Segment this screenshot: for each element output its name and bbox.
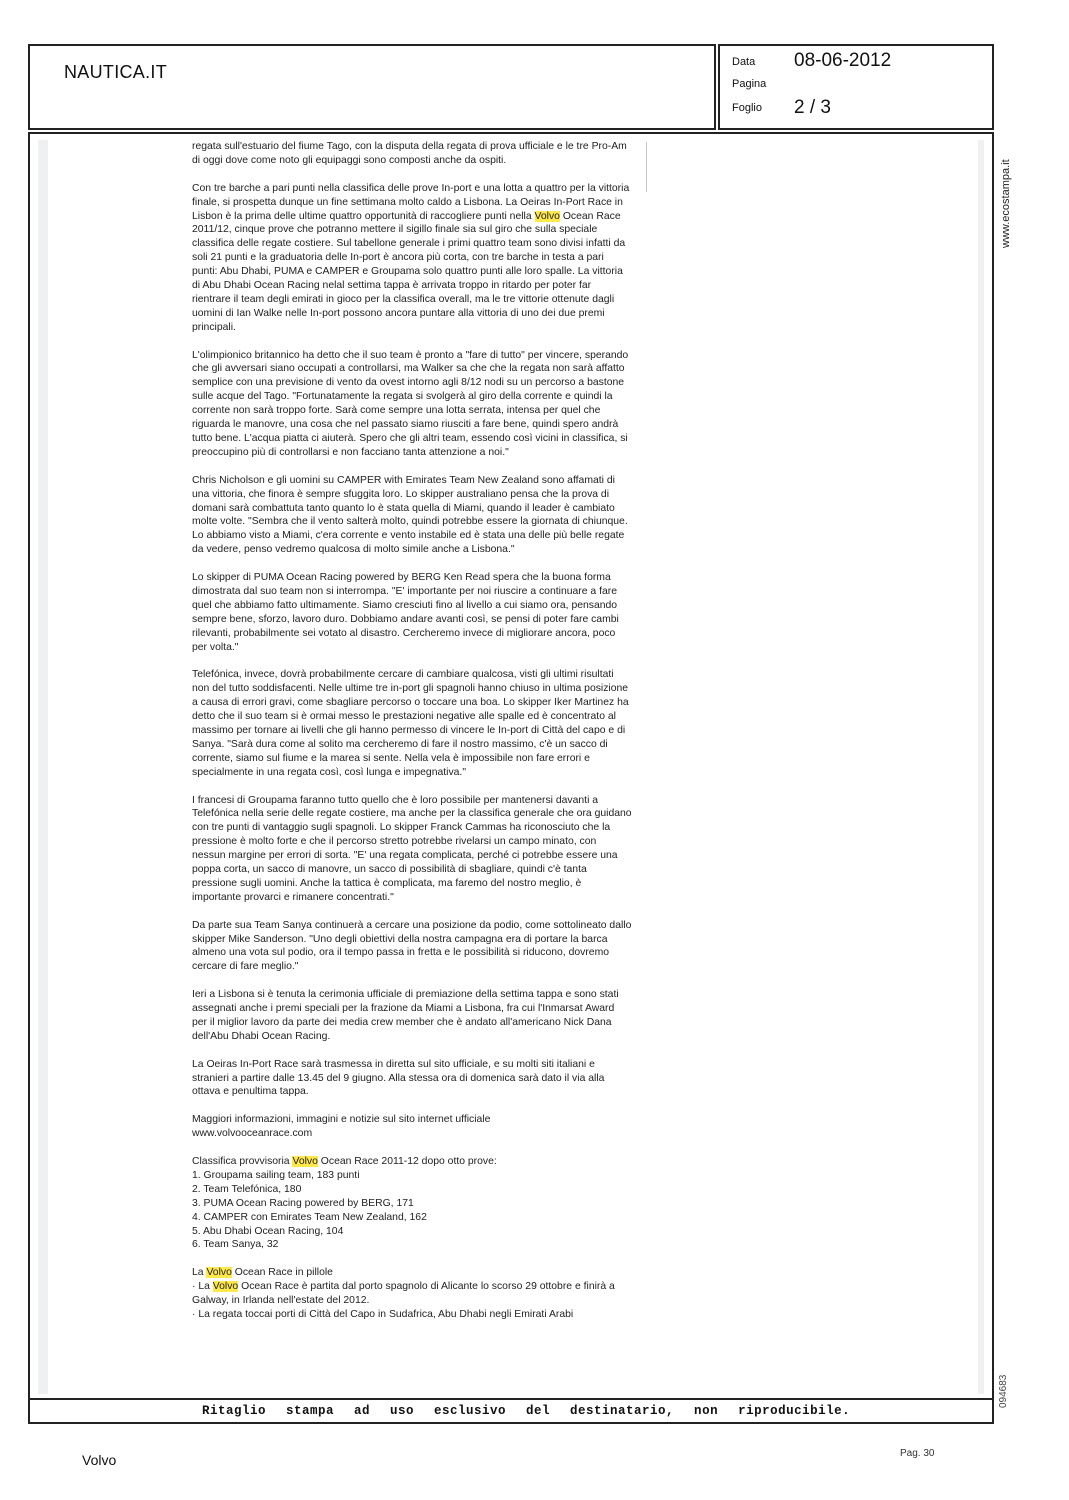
- scan-edge: [38, 140, 48, 1394]
- paragraph: Telefónica, invece, dovrà probabilmente cercare di cambiare qualcosa, visti gli ultimi risultati non del tutto soddisfacenti. Nelle ultime tre in-port gli spagnoli hanno chiuso in ultima posizione a causa di errori gravi, come sbagliare percorso o toccare una boa. Lo skipper Iker Martinez ha detto che il suo team si è ormai messo le prestazioni negative alle spalle ed è concentrato al massimo per tornare ai livelli che gli hanno permesso di vincere le In-port di Città del capo e di Sanya. "Sarà dura come al solito ma cercheremo di fare il nostro massimo, c'è un sacco di corrente, siamo sul fiume e la marea si sente. Nella vela è impossibile non fare errori e specialmente in una regata così, così lunga e impegnativa.": [192, 669, 629, 778]
- paragraph: regata sull'estuario del fiume Tago, con la disputa della regata di prova ufficiale e le tre Pro-Am di oggi dove come noto gli equipaggi sono composti anche da ospiti.: [192, 141, 627, 166]
- website-link: www.volvooceanrace.com: [192, 1128, 313, 1140]
- client-name: Volvo: [82, 1452, 117, 1468]
- highlight-volvo: Volvo: [206, 1267, 232, 1279]
- publication-name: NAUTICA.IT: [64, 62, 168, 82]
- standing-item: 2. Team Telefónica, 180: [192, 1183, 302, 1195]
- highlight-volvo: Volvo: [292, 1155, 318, 1167]
- paragraph: Maggiori informazioni, immagini e notizie sul sito internet ufficiale www.volvooceanrace.com: [192, 1114, 491, 1140]
- clipping-code: 094683: [998, 1374, 1009, 1408]
- paragraph: Da parte sua Team Sanya continuerà a cercare una posizione da podio, come sottolineato dallo skipper Mike Sanderson. "Uno degli obiettivi della nostra campagna era di portare la barca almeno una vota sul podio, ora il tempo passa in fretta e le possibilità si riducono, dovremo cercare di fare meglio.": [192, 919, 632, 973]
- copyright-notice: Ritaglio stampa ad uso esclusivo del destinatario, non riproducibile.: [202, 1404, 851, 1418]
- date-value: 08-06-2012: [794, 50, 892, 71]
- highlight-volvo: Volvo: [212, 1281, 239, 1293]
- standing-item: 1. Groupama sailing team, 183 punti: [192, 1169, 360, 1181]
- header-meta-box: [718, 44, 994, 130]
- paragraph: Ieri a Lisbona si è tenuta la cerimonia ufficiale di premiazione della settima tappa e sono stati assegnati anche i premi speciali per la frazione da Miami a Lisbona, fra cui l'Inmarsat Award per il miglior lavoro da parte dei media crew member che è andato all'americano Nick Dana dell'Abu Dhabi Ocean Racing.: [192, 989, 619, 1042]
- standing-item: 5. Abu Dhabi Ocean Racing, 104: [192, 1225, 344, 1237]
- date-label: Data: [732, 56, 756, 68]
- copyright-notice-bar: [30, 1398, 992, 1422]
- standings-block: Classifica provvisoria Volvo Ocean Race 2011-12 dopo otto prove: 1. Groupama sailing team, 183 punti 2. Team Telefónica, 180 3. PUMA Ocean Racing powered by BERG, 171 4. CAMPER con Emirates Team New Zealand, 162 5. Abu Dhabi Ocean Racing, 104 6. Team Sanya, 32: [192, 1155, 497, 1251]
- page-number: Pag. 30: [900, 1448, 935, 1459]
- header-publication-box: [28, 44, 716, 130]
- paragraph: Lo skipper di PUMA Ocean Racing powered by BERG Ken Read spera che la buona forma dimostrata dal suo team non si interrompa. "E' importante per noi riuscire a continuare a fare quel che abbiamo fatto ultimamente. Siamo cresciuti fino al livello a cui siamo ora, pensando sempre bene, sforzo, lavoro duro. Dobbiamo andare avanti così, se pensi di poter fare cambi rilevanti, probabilmente sei votato al disastro. Cercheremo invece di migliorare ancora, poco per volta.": [192, 572, 619, 653]
- scan-edge-right: [978, 140, 984, 1394]
- paragraph: L'olimpionico britannico ha detto che il suo team è pronto a "fare di tutto" per vincere, sperando che gli avversari siano occupati a controllarsi, ma Walker sa che che la regata non sarà affatto semplice con una previsione di vento da ovest intorno agli 8/12 nodi su un percorso a bastone sulle acque del Tago. "Fortunatamente la regata si svolgerà al giro della corrente e quindi la corrente non sarà troppo forte. Sarà come sempre una lotta serrata, intensa per quel che riguarda le manovre, una cosa che nel passato siamo riusciti a fare bene, quindi spero andrà tutto bene. L'acqua piatta ci aiuterà. Spero che gli altri team, essendo così vicini in classifica, si preoccupino più di controllarsi e non facciano tanta attenzione a noi.": [192, 349, 629, 458]
- pills-block: La Volvo Ocean Race in pillole · La Volvo Ocean Race è partita dal porto spagnolo di Alicante lo scorso 29 ottobre e finirà a Galway, in Irlanda nell'estate del 2012. · La regata toccai porti di Città del Capo in Sudafrica, Abu Dhabi negli Emirati Arabi: [192, 1267, 615, 1320]
- paragraph: La Oeiras In-Port Race sarà trasmessa in diretta sul sito ufficiale, e su molti siti italiani e stranieri a partire dalle 13.45 del 9 giugno. Alla stessa ora di domenica sarà dato il via alla ottava e penultima tappa.: [192, 1058, 605, 1098]
- paragraph: Con tre barche a pari punti nella classifica delle prove In-port e una lotta a quattro per la vittoria finale, si prospetta dunque un fine settimana molto caldo a Lisbona. La Oeiras In-Port Race in Lisbon è la prima delle ultime quattro opportunità di raccogliere punti nella Volvo Ocean Race 2011/12, cinque prove che potranno mettere il sigillo finale sia sul giro che sulla speciale classifica delle regate costiere. Sul tabellone generale i primi quattro team sono divisi infatti da soli 21 punti e la graduatoria delle In-port è ancora più corta, con tre barche in testa a pari punti: Abu Dhabi, PUMA e CAMPER e Groupama solo quattro punti alle loro spalle. La vittoria di Abu Dhabi Ocean Racing nelal settima tappa è arrivata troppo in ritardo per poter far rientrare il team degli emirati in gioco per la classifica overall, ma le tre vittorie ottenute dagli uomini di Ian Walke nelle In-port possono ancora puntare alla vittoria di uno dei due premi principali.: [192, 182, 630, 333]
- standing-item: 6. Team Sanya, 32: [192, 1239, 279, 1251]
- ecostampa-website: www.ecostampa.it: [1000, 159, 1012, 248]
- highlight-volvo: Volvo: [534, 210, 560, 222]
- sheet-label: Foglio: [732, 102, 762, 114]
- column-divider: [646, 142, 647, 192]
- standing-item: 3. PUMA Ocean Racing powered by BERG, 171: [192, 1197, 414, 1209]
- paragraph: Chris Nicholson e gli uomini su CAMPER with Emirates Team New Zealand sono affamati di una vittoria, che finora è sempre sfuggita loro. Lo skipper australiano pensa che la prova di domani sarà combattuta tanto quanto lo è stata quella di Miami, quando il leader è cambiato molte volte. "Sembra che il vento salterà molto, quindi potrebbe essere la giornata di chiunque. Lo abbiamo visto a Miami, c'era corrente e vento instabile ed è stata una delle più belle regate da vedere, penso vedremo qualcosa di molto simile anche a Lisbona.": [192, 474, 628, 556]
- article-body: [192, 140, 632, 1336]
- clipping-frame: [28, 132, 994, 1424]
- sheet-value: 2 / 3: [794, 97, 831, 118]
- standing-item: 4. CAMPER con Emirates Team New Zealand, 162: [192, 1211, 427, 1223]
- paragraph: I francesi di Groupama faranno tutto quello che è loro possibile per mantenersi davanti a Telefónica nella serie delle regate costiere, ma anche per la classifica generale che ora guidano con tre punti di vantaggio sugli spagnoli. Lo skipper Franck Cammas ha riconosciuto che la pressione è molto forte e che il percorso stretto potrebbe rivelarsi un campo minato, con nessun margine per errori di sorta. "E' una regata complicata, perché ci potrebbe essere una poppa corta, un sacco di manovre, un sacco di possibilità di sbagliare, quindi c'è tanta pressione sugli uomini. Anche la tattica è complicata, ma faremo del nostro meglio, è importante provarci e rimanere concentrati.": [192, 794, 632, 903]
- page-label: Pagina: [732, 78, 767, 90]
- bullet-item: · La regata toccai porti di Città del Capo in Sudafrica, Abu Dhabi negli Emirati Arabi: [192, 1308, 574, 1320]
